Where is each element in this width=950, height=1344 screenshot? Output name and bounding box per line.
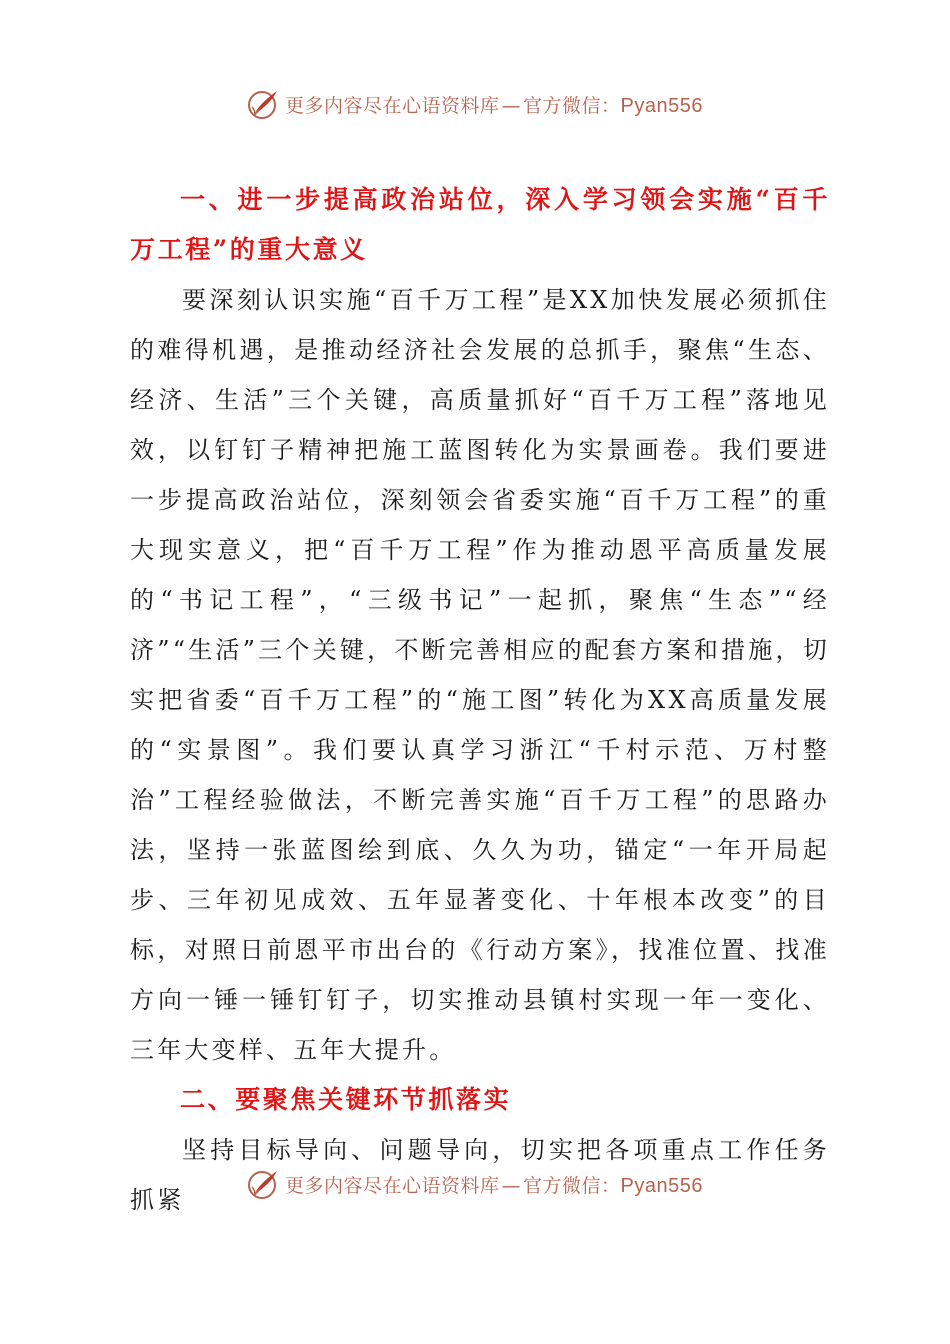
banner-wechat-label: 官方微信： [523, 94, 621, 117]
banner-separator: — [501, 94, 522, 117]
banner-text [285, 1171, 703, 1198]
section-paragraph-2: 坚持目标导向、问题导向，切实把各项重点工作任务抓紧 [130, 1136, 830, 1214]
banner-separator: — [501, 1174, 522, 1197]
footer-banner [0, 1164, 950, 1204]
quill-pen-logo-icon [247, 1167, 281, 1201]
quill-pen-logo-icon [247, 87, 281, 121]
banner-wechat-label: 官方微信： [523, 1174, 621, 1197]
section-heading-2: 二、要聚焦关键环节抓落实 [180, 1085, 512, 1114]
section-heading-1: 一、进一步提高政治站位，深入学习领会实施“百千万工程”的重大意义 [130, 185, 830, 264]
banner-text [285, 91, 703, 118]
header-banner [0, 84, 950, 124]
section-paragraph-1: 要深刻认识实施“百千万工程”是XX加快发展必须抓住的难得机遇，是推动经济社会发展的总抓手，聚焦“生态、经济、生活”三个关键，高质量抓好“百千万工程”落地见效，以钉钉子精神把施工蓝图转化为实景画卷。我们要进一步提高政治站位，深刻领会省委实施“百千万工程”的重大现实意义，把“百千万工程”作为推动恩平高质量发展的“书记工程”，“三级书记”一起抓，聚焦“生态”“经济”“生活”三个关键，不断完善相应的配套方案和措施，切实把省委“百千万工程”的“施工图”转化为XX高质量发展的“实景图”。我们要认真学习浙江“千村示范、万村整治”工程经验做法，不断完善实施“百千万工程”的思路办法，坚持一张蓝图绘到底、久久为功，锚定“一年开局起步、三年初见成效、五年显著变化、十年根本改变”的目标，对照日前恩平市出台的《行动方案》，找准位置、找准方向一锤一锤钉钉子，切实推动县镇村实现一年一变化、三年大变样、五年大提升。 [130, 286, 830, 1064]
banner-wechat-id: Pyan556 [620, 1174, 703, 1197]
banner-slogan: 更多内容尽在心语资料库 [285, 1174, 500, 1197]
banner-wechat-id: Pyan556 [620, 94, 703, 117]
document-body [130, 175, 830, 1225]
banner-slogan: 更多内容尽在心语资料库 [285, 94, 500, 117]
